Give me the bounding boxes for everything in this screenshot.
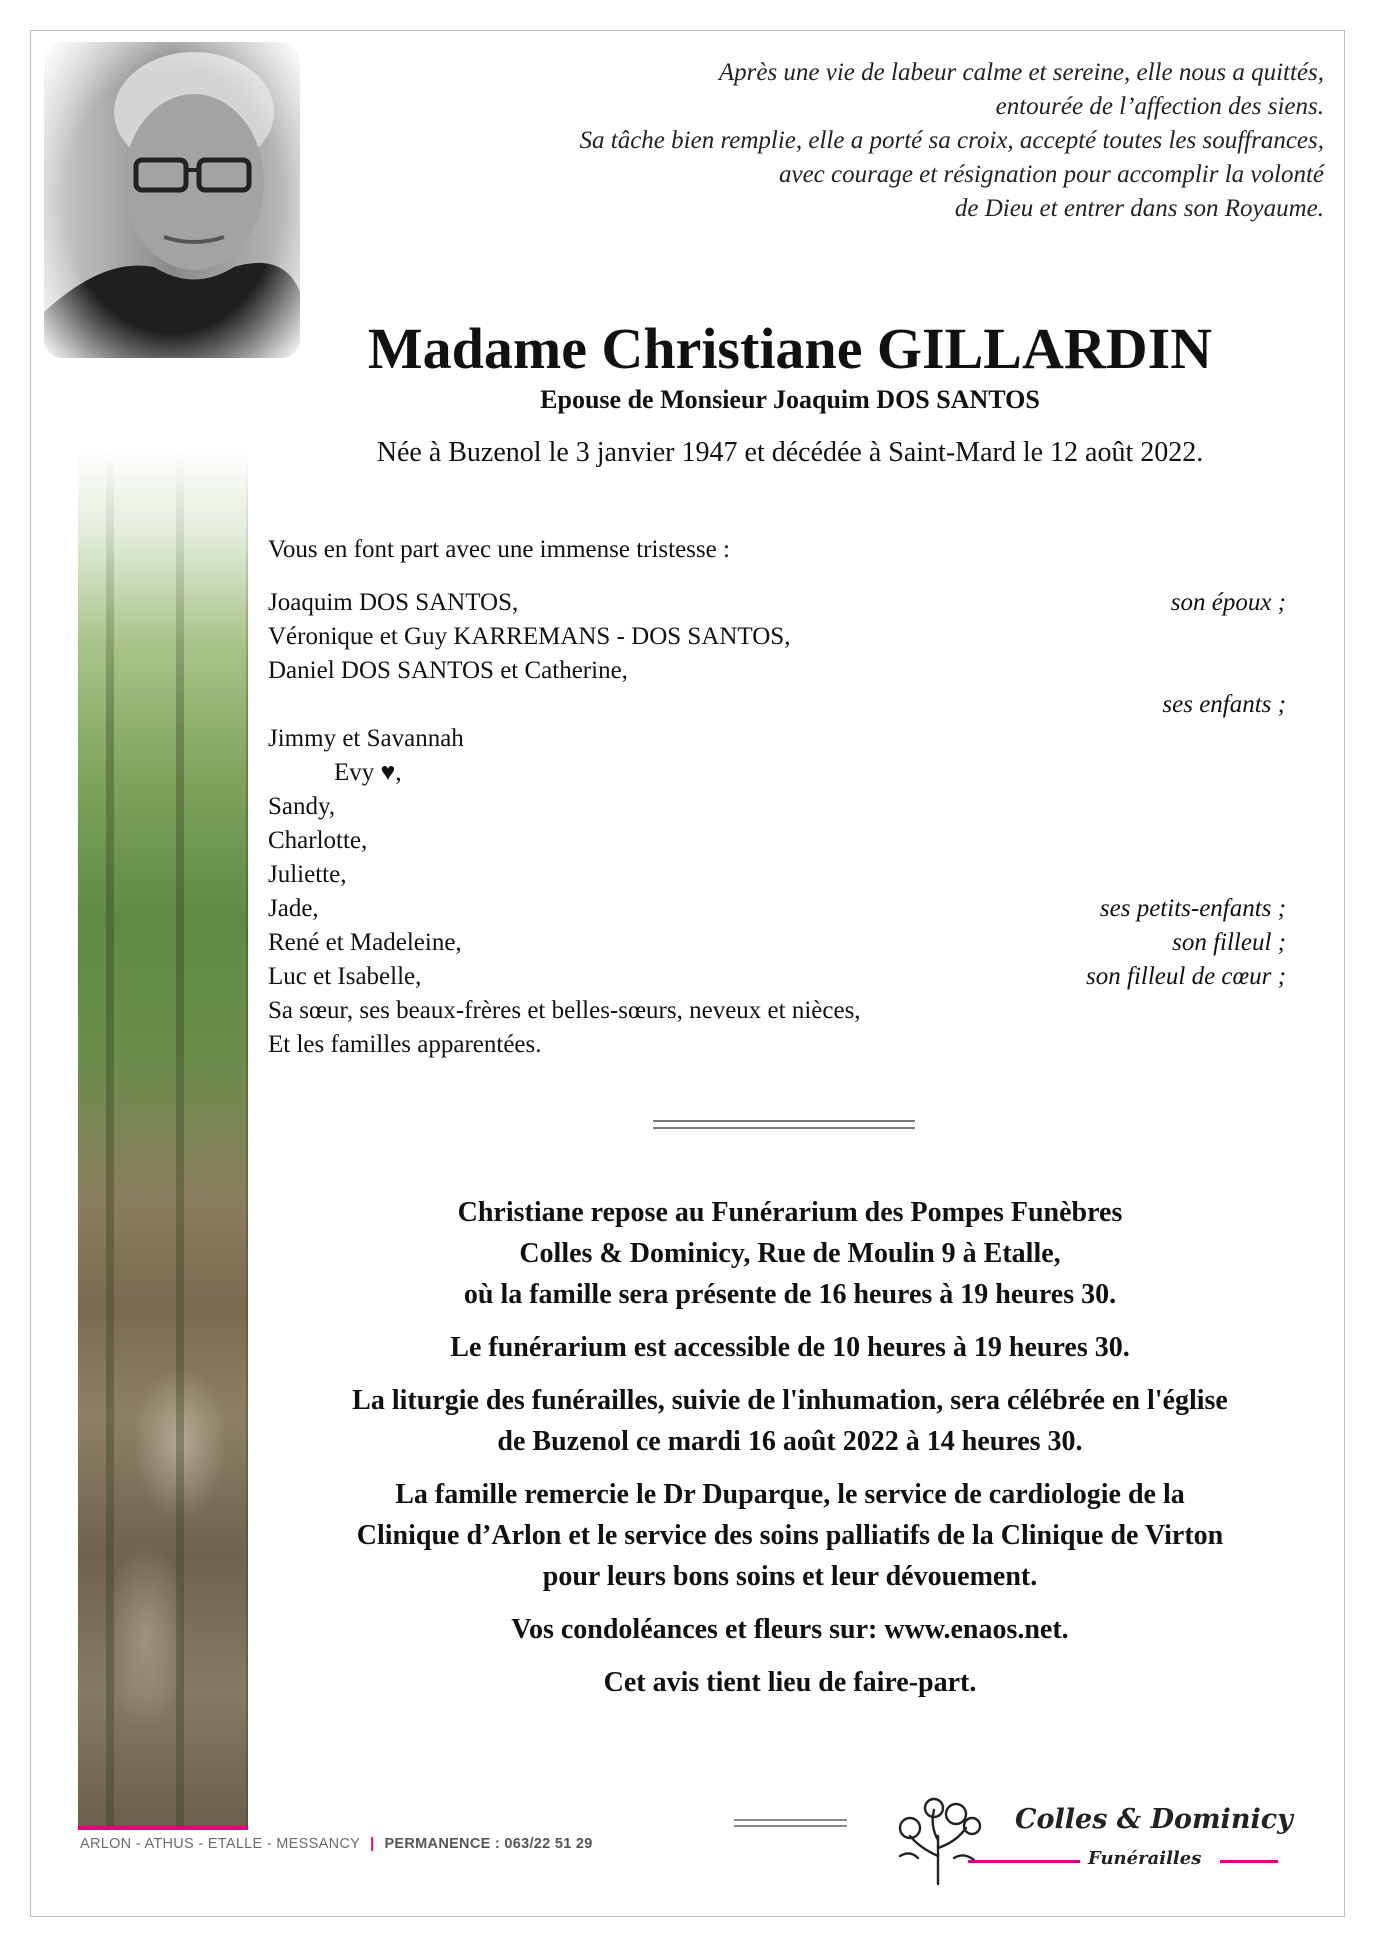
- brand-tagline: Funérailles: [1088, 1848, 1202, 1869]
- forest-path-image: [78, 450, 248, 1830]
- family-member: Et les familles apparentées.: [268, 1031, 542, 1058]
- family-row: [268, 892, 1286, 926]
- details-line: où la famille sera présente de 16 heures à 19 heures 30.: [463, 1279, 1117, 1310]
- family-relation: ses petits-enfants ;: [1099, 895, 1286, 922]
- quote-line: entourée de l’affection des siens.: [995, 93, 1324, 120]
- details-line: Christiane repose au Funérarium des Pompes Funèbres: [457, 1197, 1123, 1228]
- logo-line: [1220, 1860, 1278, 1863]
- tree-icon: [890, 1796, 986, 1888]
- footer-separator: |: [370, 1836, 375, 1852]
- quote-line: Sa tâche bien remplie, elle a porté sa croix, accepté toutes les souffrances,: [579, 127, 1324, 154]
- details-line: Le funérarium est accessible de 10 heures à 19 heures 30.: [450, 1332, 1130, 1363]
- divider: [653, 1120, 915, 1122]
- brand-name: Colles & Dominicy: [1015, 1804, 1293, 1835]
- quote-line: Après une vie de labeur calme et sereine, elle nous a quittés,: [718, 59, 1324, 86]
- details-line: La famille remercie le Dr Duparque, le service de cardiologie de la: [395, 1479, 1185, 1510]
- family-row: [268, 926, 1286, 960]
- footer-divider: [734, 1819, 847, 1821]
- family-member: Jimmy et Savannah: [268, 725, 464, 752]
- details-line: de Buzenol ce mardi 16 août 2022 à 14 heures 30.: [497, 1426, 1083, 1457]
- family-member: Sandy,: [268, 793, 336, 820]
- footer-locations: ARLON - ATHUS - ETALLE - MESSANCY: [80, 1836, 361, 1852]
- footer-contact: [80, 1836, 593, 1852]
- family-row: [268, 858, 1286, 892]
- family-row: [268, 688, 1286, 722]
- details-paragraph: [270, 1380, 1310, 1462]
- family-relation: ses enfants ;: [1162, 691, 1286, 718]
- details-paragraph: [270, 1192, 1310, 1315]
- details-line: Cet avis tient lieu de faire-part.: [603, 1667, 977, 1698]
- details-line: Colles & Dominicy, Rue de Moulin 9 à Etalle,: [519, 1238, 1061, 1269]
- family-relation: son époux ;: [1170, 589, 1286, 616]
- family-relation: son filleul ;: [1172, 929, 1286, 956]
- family-member: Véronique et Guy KARREMANS - DOS SANTOS,: [268, 623, 791, 650]
- memorial-quote: [364, 56, 1324, 226]
- family-row: [268, 824, 1286, 858]
- family-member: René et Madeleine,: [268, 929, 462, 956]
- quote-line: de Dieu et entrer dans son Royaume.: [954, 195, 1324, 222]
- divider: [653, 1127, 915, 1129]
- family-list: [268, 586, 1286, 1062]
- details-line: La liturgie des funérailles, suivie de l'inhumation, sera célébrée en l'église: [352, 1385, 1228, 1416]
- logo-line: [968, 1860, 1080, 1863]
- details-line: Clinique d’Arlon et le service des soins palliatifs de la Clinique de Virton: [356, 1520, 1224, 1551]
- footer-permanence: PERMANENCE : 063/22 51 29: [384, 1836, 593, 1852]
- details-line: pour leurs bons soins et leur dévouement.: [542, 1561, 1038, 1592]
- details-paragraph: [270, 1327, 1310, 1368]
- spouse-line: Epouse de Monsieur Joaquim DOS SANTOS: [540, 385, 1040, 414]
- quote-line: avec courage et résignation pour accomplir la volonté: [778, 161, 1324, 188]
- family-member: Daniel DOS SANTOS et Catherine,: [268, 657, 628, 684]
- details-paragraph: [270, 1662, 1310, 1703]
- family-member: Evy ♥,: [334, 759, 402, 786]
- family-row: [268, 756, 1286, 790]
- birth-death-line: Née à Buzenol le 3 janvier 1947 et décédée à Saint-Mard le 12 août 2022.: [376, 437, 1204, 468]
- family-member: Jade,: [268, 895, 319, 922]
- family-row: [268, 994, 1286, 1028]
- family-row: [268, 1028, 1286, 1062]
- family-relation: son filleul de cœur ;: [1086, 963, 1286, 990]
- deceased-name: Madame Christiane GILLARDIN: [367, 316, 1213, 381]
- family-row: [268, 654, 1286, 688]
- family-member: Charlotte,: [268, 827, 368, 854]
- family-row: [268, 722, 1286, 756]
- family-member: Luc et Isabelle,: [268, 963, 422, 990]
- company-logo: [890, 1796, 1293, 1888]
- family-row: [268, 790, 1286, 824]
- family-member: Juliette,: [268, 861, 347, 888]
- family-row: [268, 960, 1286, 994]
- accent-bar: [78, 1826, 248, 1830]
- funeral-details: [270, 1192, 1310, 1715]
- family-member: Joaquim DOS SANTOS,: [268, 589, 519, 616]
- family-row: [268, 586, 1286, 620]
- portrait-photo: [44, 42, 300, 358]
- details-line: Vos condoléances et fleurs sur: www.enaos.net.: [511, 1614, 1069, 1645]
- footer-divider: [734, 1825, 847, 1827]
- details-paragraph: [270, 1609, 1310, 1650]
- announcement-intro: Vous en font part avec une immense tristesse :: [268, 536, 730, 563]
- details-paragraph: [270, 1474, 1310, 1597]
- family-member: Sa sœur, ses beaux-frères et belles-sœurs, neveux et nièces,: [268, 997, 861, 1024]
- family-row: [268, 620, 1286, 654]
